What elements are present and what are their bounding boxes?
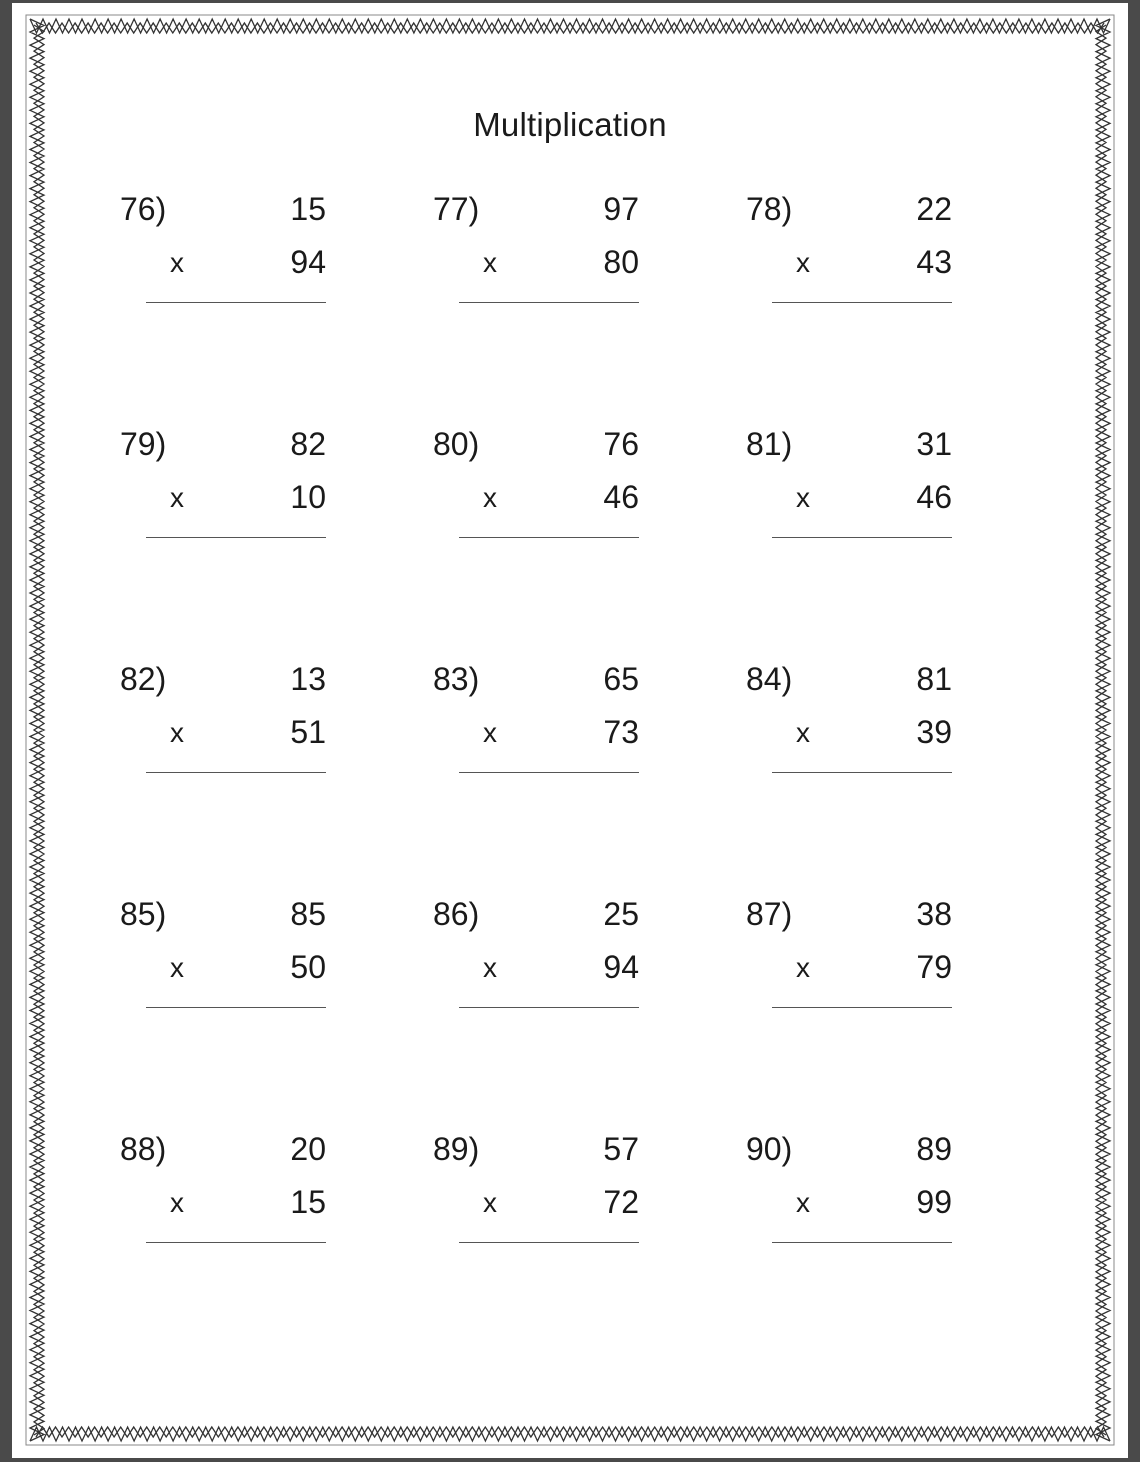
multiplier: 79 [916, 949, 952, 985]
multiplicand: 82 [290, 426, 326, 462]
multiplicand: 20 [290, 1131, 326, 1167]
multiplier: 51 [290, 714, 326, 750]
multiplicand: 81 [916, 661, 952, 697]
multiplicand: 97 [603, 191, 639, 227]
problem-number: 80) [433, 426, 480, 462]
answer-line [459, 302, 639, 303]
problem-number: 88) [120, 1131, 167, 1167]
times-sign: x [170, 247, 184, 278]
multiplier: 94 [603, 949, 639, 985]
multiplier: 73 [603, 714, 639, 750]
multiplier: 10 [290, 479, 326, 515]
times-sign: x [170, 717, 184, 748]
problem-number: 90) [746, 1131, 793, 1167]
answer-line [772, 772, 952, 773]
multiplier: 43 [916, 244, 952, 280]
problem-number: 81) [746, 426, 793, 462]
answer-line [772, 302, 952, 303]
multiplicand: 13 [290, 661, 326, 697]
problem-number: 83) [433, 661, 480, 697]
times-sign: x [796, 247, 810, 278]
problem-number: 78) [746, 191, 793, 227]
multiplier: 46 [603, 479, 639, 515]
multiplicand: 25 [603, 896, 639, 932]
problem-82 [120, 661, 340, 781]
worksheet-page [12, 3, 1128, 1458]
multiplier: 39 [916, 714, 952, 750]
answer-line [146, 1007, 326, 1008]
problem-81 [746, 426, 966, 546]
problem-number: 85) [120, 896, 167, 932]
answer-line [459, 537, 639, 538]
problem-number: 82) [120, 661, 167, 697]
problem-number: 89) [433, 1131, 480, 1167]
times-sign: x [796, 1187, 810, 1218]
answer-line [146, 302, 326, 303]
times-sign: x [483, 482, 497, 513]
multiplicand: 65 [603, 661, 639, 697]
answer-line [146, 537, 326, 538]
multiplier: 94 [290, 244, 326, 280]
multiplier: 50 [290, 949, 326, 985]
problem-78 [746, 191, 966, 311]
times-sign: x [483, 1187, 497, 1218]
times-sign: x [170, 952, 184, 983]
answer-line [459, 1007, 639, 1008]
problem-number: 79) [120, 426, 167, 462]
problem-number: 77) [433, 191, 480, 227]
problem-number: 76) [120, 191, 167, 227]
multiplicand: 15 [290, 191, 326, 227]
problem-86 [433, 896, 653, 1016]
times-sign: x [170, 1187, 184, 1218]
answer-line [772, 1007, 952, 1008]
multiplicand: 38 [916, 896, 952, 932]
problem-85 [120, 896, 340, 1016]
border-zigzag-segment [30, 1427, 1110, 1441]
times-sign: x [483, 717, 497, 748]
multiplicand: 85 [290, 896, 326, 932]
multiplicand: 89 [916, 1131, 952, 1167]
times-sign: x [483, 247, 497, 278]
answer-line [146, 772, 326, 773]
problem-83 [433, 661, 653, 781]
problem-88 [120, 1131, 340, 1251]
problem-number: 87) [746, 896, 793, 932]
answer-line [459, 772, 639, 773]
times-sign: x [796, 482, 810, 513]
multiplicand: 22 [916, 191, 952, 227]
page-title: Multiplication [473, 106, 667, 143]
multiplicand: 57 [603, 1131, 639, 1167]
problem-90 [746, 1131, 966, 1251]
problem-number: 86) [433, 896, 480, 932]
answer-line [146, 1242, 326, 1243]
border-zigzag-segment [30, 19, 1110, 33]
problem-76 [120, 191, 340, 311]
times-sign: x [796, 717, 810, 748]
problem-77 [433, 191, 653, 311]
problem-89 [433, 1131, 653, 1251]
times-sign: x [796, 952, 810, 983]
multiplicand: 31 [916, 426, 952, 462]
multiplier: 15 [290, 1184, 326, 1220]
answer-line [772, 537, 952, 538]
problem-79 [120, 426, 340, 546]
times-sign: x [483, 952, 497, 983]
problem-84 [746, 661, 966, 781]
times-sign: x [170, 482, 184, 513]
problem-number: 84) [746, 661, 793, 697]
multiplier: 72 [603, 1184, 639, 1220]
problem-87 [746, 896, 966, 1016]
multiplicand: 76 [603, 426, 639, 462]
problem-80 [433, 426, 653, 546]
multiplier: 99 [916, 1184, 952, 1220]
answer-line [459, 1242, 639, 1243]
multiplier: 80 [603, 244, 639, 280]
multiplier: 46 [916, 479, 952, 515]
answer-line [772, 1242, 952, 1243]
